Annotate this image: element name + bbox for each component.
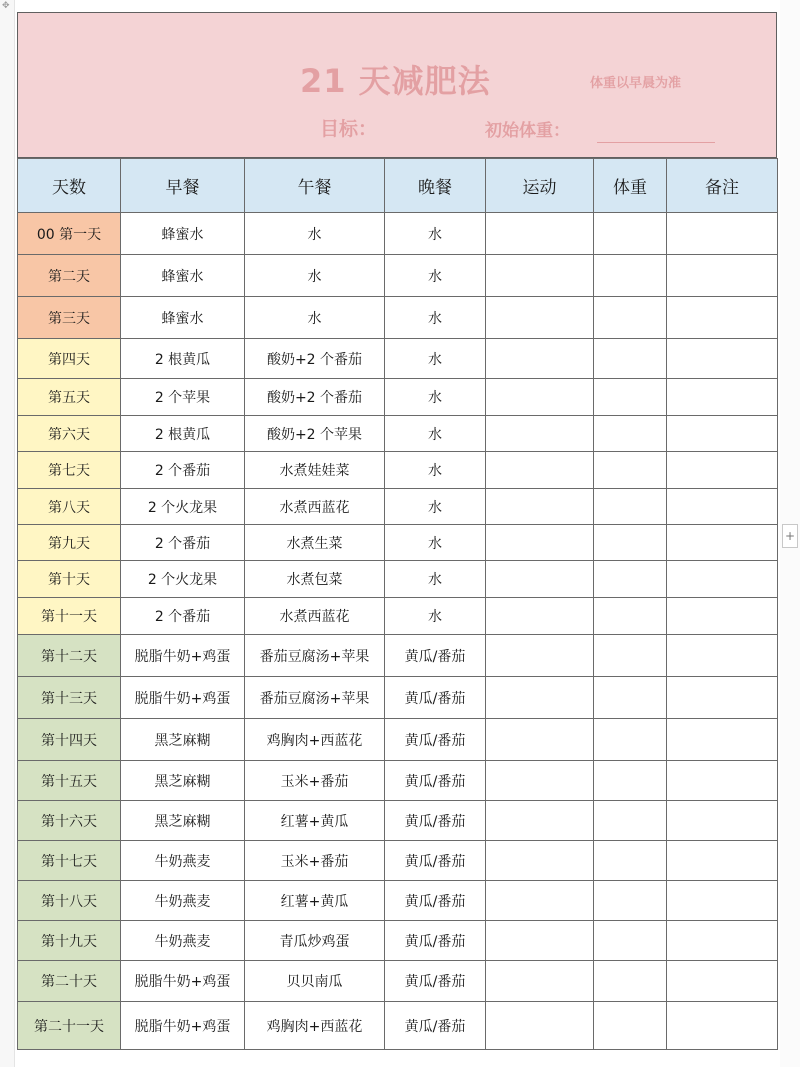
lunch-cell[interactable]: 水 (245, 255, 385, 297)
breakfast-cell[interactable]: 2 个番茄 (121, 525, 245, 561)
breakfast-cell[interactable]: 2 个火龙果 (121, 561, 245, 598)
table-row (18, 255, 778, 297)
weight-cell[interactable] (594, 561, 667, 598)
breakfast-cell[interactable]: 2 根黄瓜 (121, 339, 245, 379)
exercise-cell[interactable] (486, 921, 594, 961)
breakfast-cell[interactable]: 脱脂牛奶+鸡蛋 (121, 961, 245, 1002)
initial-weight-blank[interactable] (597, 142, 715, 143)
column-header-remarks: 备注 (667, 159, 778, 213)
day-cell[interactable]: 第十二天 (18, 635, 121, 677)
lunch-cell[interactable]: 红薯+黄瓜 (245, 881, 385, 921)
day-cell[interactable]: 第九天 (18, 525, 121, 561)
header-row (18, 159, 778, 213)
day-cell[interactable]: 第十四天 (18, 719, 121, 761)
dinner-cell[interactable]: 水 (385, 416, 486, 452)
breakfast-cell[interactable]: 黑芝麻糊 (121, 719, 245, 761)
lunch-cell[interactable]: 番茄豆腐汤+苹果 (245, 677, 385, 719)
weight-cell[interactable] (594, 761, 667, 801)
remarks-cell[interactable] (667, 297, 778, 339)
table-row (18, 561, 778, 598)
day-cell[interactable]: 第十七天 (18, 841, 121, 881)
table-move-handle-icon[interactable]: ✥ (2, 1, 10, 11)
breakfast-cell[interactable]: 黑芝麻糊 (121, 761, 245, 801)
remarks-cell[interactable] (667, 719, 778, 761)
exercise-cell[interactable] (486, 1002, 594, 1050)
table-row (18, 801, 778, 841)
breakfast-cell[interactable]: 牛奶燕麦 (121, 841, 245, 881)
day-cell[interactable]: 第三天 (18, 297, 121, 339)
lunch-cell[interactable]: 水煮西蓝花 (245, 489, 385, 525)
remarks-cell[interactable] (667, 213, 778, 255)
column-header-dinner: 晚餐 (385, 159, 486, 213)
diet-plan-table (17, 158, 778, 1050)
table-row (18, 379, 778, 416)
remarks-cell[interactable] (667, 961, 778, 1002)
remarks-cell[interactable] (667, 881, 778, 921)
remarks-cell[interactable] (667, 525, 778, 561)
lunch-cell[interactable]: 水 (245, 297, 385, 339)
dinner-cell[interactable]: 黄瓜/番茄 (385, 961, 486, 1002)
breakfast-cell[interactable]: 2 个火龙果 (121, 489, 245, 525)
table-row (18, 213, 778, 255)
add-column-plus-icon[interactable]: + (782, 524, 798, 548)
table-row (18, 339, 778, 379)
day-cell[interactable]: 第十八天 (18, 881, 121, 921)
lunch-cell[interactable]: 水煮娃娃菜 (245, 452, 385, 489)
table-body (18, 213, 778, 1050)
exercise-cell[interactable] (486, 719, 594, 761)
column-header-weight: 体重 (594, 159, 667, 213)
weight-cell[interactable] (594, 255, 667, 297)
breakfast-cell[interactable]: 2 个苹果 (121, 379, 245, 416)
remarks-cell[interactable] (667, 1002, 778, 1050)
weight-cell[interactable] (594, 881, 667, 921)
weight-cell[interactable] (594, 489, 667, 525)
column-header-lunch: 午餐 (245, 159, 385, 213)
lunch-cell[interactable]: 酸奶+2 个番茄 (245, 339, 385, 379)
exercise-cell[interactable] (486, 561, 594, 598)
day-cell[interactable]: 第五天 (18, 379, 121, 416)
exercise-cell[interactable] (486, 598, 594, 635)
table-row (18, 297, 778, 339)
breakfast-cell[interactable]: 脱脂牛奶+鸡蛋 (121, 677, 245, 719)
day-cell[interactable]: 第二天 (18, 255, 121, 297)
breakfast-cell[interactable]: 蜂蜜水 (121, 213, 245, 255)
table-row (18, 881, 778, 921)
lunch-cell[interactable]: 玉米+番茄 (245, 761, 385, 801)
remarks-cell[interactable] (667, 255, 778, 297)
dinner-cell[interactable]: 黄瓜/番茄 (385, 677, 486, 719)
remarks-cell[interactable] (667, 677, 778, 719)
remarks-cell[interactable] (667, 452, 778, 489)
table-row (18, 761, 778, 801)
lunch-cell[interactable]: 水煮生菜 (245, 525, 385, 561)
weight-cell[interactable] (594, 416, 667, 452)
table-row (18, 525, 778, 561)
weight-cell[interactable] (594, 452, 667, 489)
dinner-cell[interactable]: 黄瓜/番茄 (385, 881, 486, 921)
table-row (18, 921, 778, 961)
lunch-cell[interactable]: 水 (245, 213, 385, 255)
weight-cell[interactable] (594, 213, 667, 255)
column-header-day: 天数 (18, 159, 121, 213)
weight-cell[interactable] (594, 719, 667, 761)
lunch-cell[interactable]: 贝贝南瓜 (245, 961, 385, 1002)
lunch-cell[interactable]: 水煮西蓝花 (245, 598, 385, 635)
lunch-cell[interactable]: 鸡胸肉+西蓝花 (245, 719, 385, 761)
dinner-cell[interactable]: 黄瓜/番茄 (385, 635, 486, 677)
remarks-cell[interactable] (667, 841, 778, 881)
lunch-cell[interactable]: 番茄豆腐汤+苹果 (245, 635, 385, 677)
weight-cell[interactable] (594, 841, 667, 881)
day-cell[interactable]: 第二十天 (18, 961, 121, 1002)
exercise-cell[interactable] (486, 635, 594, 677)
exercise-cell[interactable] (486, 489, 594, 525)
lunch-cell[interactable]: 玉米+番茄 (245, 841, 385, 881)
table-row (18, 635, 778, 677)
breakfast-cell[interactable]: 蜂蜜水 (121, 297, 245, 339)
breakfast-cell[interactable]: 蜂蜜水 (121, 255, 245, 297)
dinner-cell[interactable]: 黄瓜/番茄 (385, 921, 486, 961)
page-title: 21 天减肥法 (300, 62, 491, 100)
column-header-breakfast: 早餐 (121, 159, 245, 213)
breakfast-cell[interactable]: 2 个番茄 (121, 598, 245, 635)
breakfast-cell[interactable]: 脱脂牛奶+鸡蛋 (121, 635, 245, 677)
lunch-cell[interactable]: 青瓜炒鸡蛋 (245, 921, 385, 961)
day-cell[interactable]: 00 第一天 (18, 213, 121, 255)
dinner-cell[interactable]: 水 (385, 525, 486, 561)
remarks-cell[interactable] (667, 635, 778, 677)
dinner-cell[interactable]: 黄瓜/番茄 (385, 801, 486, 841)
exercise-cell[interactable] (486, 452, 594, 489)
table-row (18, 961, 778, 1002)
remarks-cell[interactable] (667, 416, 778, 452)
exercise-cell[interactable] (486, 255, 594, 297)
exercise-cell[interactable] (486, 761, 594, 801)
breakfast-cell[interactable]: 2 个番茄 (121, 452, 245, 489)
lunch-cell[interactable]: 鸡胸肉+西蓝花 (245, 1002, 385, 1050)
weight-cell[interactable] (594, 921, 667, 961)
dinner-cell[interactable]: 水 (385, 213, 486, 255)
weight-note: 体重以早晨为准 (590, 76, 682, 91)
weight-cell[interactable] (594, 525, 667, 561)
lunch-cell[interactable]: 酸奶+2 个番茄 (245, 379, 385, 416)
weight-cell[interactable] (594, 677, 667, 719)
weight-cell[interactable] (594, 635, 667, 677)
breakfast-cell[interactable]: 黑芝麻糊 (121, 801, 245, 841)
goal-label: 目标： (320, 118, 378, 140)
day-cell[interactable]: 第二十一天 (18, 1002, 121, 1050)
exercise-cell[interactable] (486, 525, 594, 561)
exercise-cell[interactable] (486, 881, 594, 921)
initial-weight-label: 初始体重： (485, 121, 570, 141)
exercise-cell[interactable] (486, 297, 594, 339)
dinner-cell[interactable]: 黄瓜/番茄 (385, 841, 486, 881)
remarks-cell[interactable] (667, 339, 778, 379)
day-cell[interactable]: 第十三天 (18, 677, 121, 719)
exercise-cell[interactable] (486, 416, 594, 452)
dinner-cell[interactable]: 黄瓜/番茄 (385, 1002, 486, 1050)
day-cell[interactable]: 第四天 (18, 339, 121, 379)
day-cell[interactable]: 第十五天 (18, 761, 121, 801)
remarks-cell[interactable] (667, 561, 778, 598)
breakfast-cell[interactable]: 脱脂牛奶+鸡蛋 (121, 1002, 245, 1050)
day-cell[interactable]: 第十天 (18, 561, 121, 598)
left-ruler (0, 0, 15, 1067)
day-cell[interactable]: 第八天 (18, 489, 121, 525)
table-row (18, 489, 778, 525)
table-row (18, 452, 778, 489)
dinner-cell[interactable]: 黄瓜/番茄 (385, 761, 486, 801)
dinner-cell[interactable]: 水 (385, 255, 486, 297)
weight-cell[interactable] (594, 339, 667, 379)
remarks-cell[interactable] (667, 379, 778, 416)
table-row (18, 1002, 778, 1050)
weight-cell[interactable] (594, 801, 667, 841)
lunch-cell[interactable]: 水煮包菜 (245, 561, 385, 598)
dinner-cell[interactable]: 黄瓜/番茄 (385, 719, 486, 761)
breakfast-cell[interactable]: 牛奶燕麦 (121, 881, 245, 921)
table-row (18, 416, 778, 452)
table-row (18, 598, 778, 635)
day-cell[interactable]: 第十六天 (18, 801, 121, 841)
day-cell[interactable]: 第六天 (18, 416, 121, 452)
exercise-cell[interactable] (486, 801, 594, 841)
dinner-cell[interactable]: 水 (385, 297, 486, 339)
table-row (18, 677, 778, 719)
exercise-cell[interactable] (486, 961, 594, 1002)
exercise-cell[interactable] (486, 339, 594, 379)
exercise-cell[interactable] (486, 213, 594, 255)
weight-cell[interactable] (594, 961, 667, 1002)
lunch-cell[interactable]: 酸奶+2 个苹果 (245, 416, 385, 452)
dinner-cell[interactable]: 水 (385, 452, 486, 489)
table-row (18, 841, 778, 881)
day-cell[interactable]: 第十九天 (18, 921, 121, 961)
weight-cell[interactable] (594, 598, 667, 635)
remarks-cell[interactable] (667, 921, 778, 961)
weight-cell[interactable] (594, 297, 667, 339)
weight-cell[interactable] (594, 1002, 667, 1050)
column-header-exercise: 运动 (486, 159, 594, 213)
table-row (18, 719, 778, 761)
exercise-cell[interactable] (486, 841, 594, 881)
dinner-cell[interactable]: 水 (385, 561, 486, 598)
dinner-cell[interactable]: 水 (385, 379, 486, 416)
dinner-cell[interactable]: 水 (385, 339, 486, 379)
remarks-cell[interactable] (667, 489, 778, 525)
dinner-cell[interactable]: 水 (385, 598, 486, 635)
breakfast-cell[interactable]: 2 根黄瓜 (121, 416, 245, 452)
exercise-cell[interactable] (486, 677, 594, 719)
lunch-cell[interactable]: 红薯+黄瓜 (245, 801, 385, 841)
day-cell[interactable]: 第十一天 (18, 598, 121, 635)
weight-cell[interactable] (594, 379, 667, 416)
remarks-cell[interactable] (667, 598, 778, 635)
dinner-cell[interactable]: 水 (385, 489, 486, 525)
remarks-cell[interactable] (667, 801, 778, 841)
exercise-cell[interactable] (486, 379, 594, 416)
day-cell[interactable]: 第七天 (18, 452, 121, 489)
breakfast-cell[interactable]: 牛奶燕麦 (121, 921, 245, 961)
remarks-cell[interactable] (667, 761, 778, 801)
